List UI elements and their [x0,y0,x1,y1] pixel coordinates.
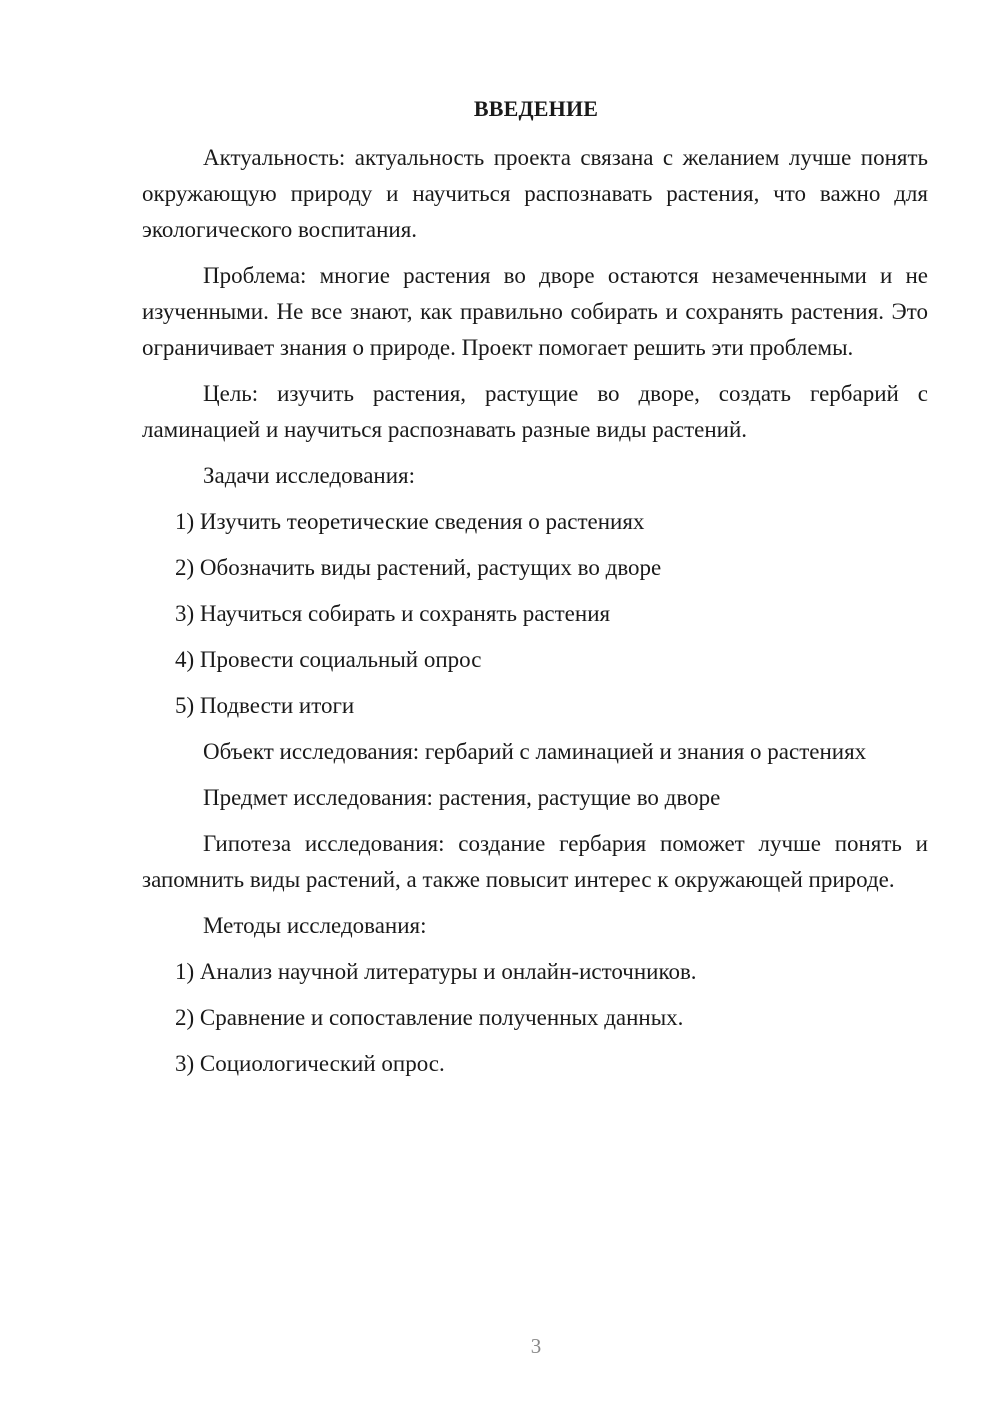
list-item: 1) Анализ научной литературы и онлайн-источников. [175,959,697,984]
methods-heading: Методы исследования: [203,913,427,938]
paragraph-object: Объект исследования: гербарий с ламинацией и знания о растениях [203,739,867,764]
tasks-heading: Задачи исследования: [203,463,416,488]
list-item: 5) Подвести итоги [175,693,355,718]
list-item: 2) Сравнение и сопоставление полученных данных. [175,1005,684,1030]
list-item: 1) Изучить теоретические сведения о растениях [175,509,645,534]
paragraph-problem: Проблема: многие растения во дворе остаются незамеченными и не изученными. Не все знают, как правильно собирать и сохранять растения. Это ограничивает знания о природе. Проект помогает решить эти проблемы. [142,263,928,360]
paragraph-relevance: Актуальность: актуальность проекта связана с желанием лучше понять окружающую природу и научиться распознавать растения, что важно для экологического воспитания. [142,145,928,242]
section-title: ВВЕДЕНИЕ [473,96,599,121]
list-item: 4) Провести социальный опрос [175,647,482,672]
list-item: 2) Обозначить виды растений, растущих во дворе [175,555,662,580]
methods-list [142,954,928,1082]
list-item: 3) Социологический опрос. [175,1051,445,1076]
list-item: 3) Научиться собирать и сохранять растения [175,601,611,626]
paragraph-hypothesis: Гипотеза исследования: создание гербария поможет лучше понять и запомнить виды растений, а также повысит интерес к окружающей природе. [142,831,928,892]
page-number: 3 [530,1334,542,1358]
paragraph-goal: Цель: изучить растения, растущие во дворе, создать гербарий с ламинацией и научиться распознавать разные виды растений. [142,381,928,442]
body-text [142,140,928,1092]
tasks-list [142,504,928,724]
paragraph-subject: Предмет исследования: растения, растущие во дворе [203,785,721,810]
